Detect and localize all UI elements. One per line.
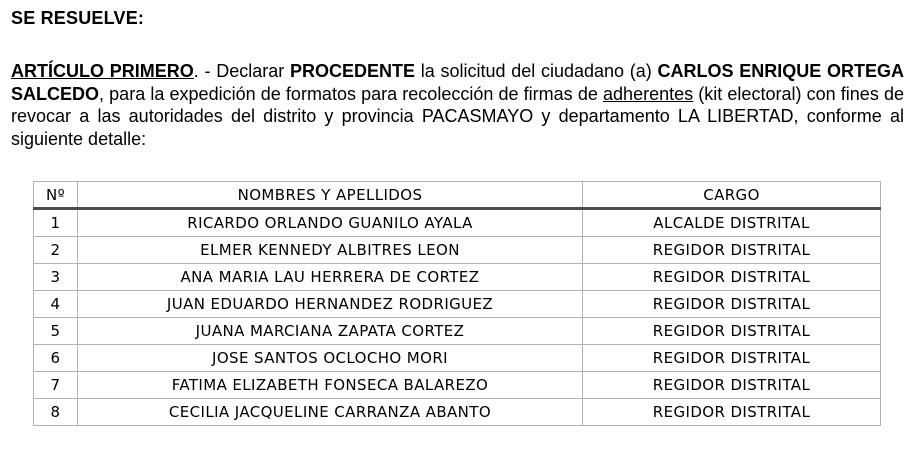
row-cargo: REGIDOR DISTRITAL: [583, 372, 881, 399]
table-header-row: [34, 182, 881, 209]
table-row: [34, 318, 881, 345]
header-names: NOMBRES Y APELLIDOS: [78, 182, 583, 209]
row-name: RICARDO ORLANDO GUANILO AYALA: [78, 209, 583, 237]
article-label: ARTÍCULO PRIMERO: [11, 61, 194, 81]
row-number: 2: [34, 237, 78, 264]
resolution-verdict: PROCEDENTE: [289, 61, 415, 81]
citizen-name: CARLOS ENRIQUE ORTEGA SALCEDO: [11, 61, 904, 104]
row-cargo: REGIDOR DISTRITAL: [583, 291, 881, 318]
row-name: FATIMA ELIZABETH FONSECA BALAREZO: [78, 372, 583, 399]
row-number: 1: [34, 209, 78, 237]
table-row: [34, 372, 881, 399]
table-row: [34, 264, 881, 291]
article-paragraph: [11, 60, 904, 150]
row-number: 8: [34, 399, 78, 426]
row-name: CECILIA JACQUELINE CARRANZA ABANTO: [78, 399, 583, 426]
article-text-4: (kit electoral) con fines de revocar a las autoridades del distrito y provincia PACASMAYO y departamento LA LIBERTAD, conforme al siguiente detalle:: [11, 83, 904, 149]
header-cargo: CARGO: [583, 182, 881, 209]
row-name: ELMER KENNEDY ALBITRES LEON: [78, 237, 583, 264]
article-text-3: , para la expedición de formatos para recolección de firmas de: [99, 83, 604, 104]
row-cargo: ALCALDE DISTRITAL: [583, 209, 881, 237]
table-row: [34, 237, 881, 264]
table-row: [34, 399, 881, 426]
article-text-2: la solicitud del ciudadano (a): [414, 61, 658, 81]
row-cargo: REGIDOR DISTRITAL: [583, 318, 881, 345]
row-name: JOSE SANTOS OCLOCHO MORI: [78, 345, 583, 372]
header-number: Nº: [34, 182, 78, 209]
row-number: 6: [34, 345, 78, 372]
row-name: ANA MARIA LAU HERRERA DE CORTEZ: [78, 264, 583, 291]
table-row: [34, 345, 881, 372]
section-heading: SE RESUELVE:: [11, 8, 145, 28]
row-name: JUANA MARCIANA ZAPATA CORTEZ: [78, 318, 583, 345]
authorities-table: [33, 181, 881, 426]
row-cargo: REGIDOR DISTRITAL: [583, 345, 881, 372]
row-number: 7: [34, 372, 78, 399]
row-number: 3: [34, 264, 78, 291]
table-row: [34, 209, 881, 237]
row-cargo: REGIDOR DISTRITAL: [583, 399, 881, 426]
adherentes-term: adherentes: [603, 83, 694, 104]
row-cargo: REGIDOR DISTRITAL: [583, 264, 881, 291]
row-cargo: REGIDOR DISTRITAL: [583, 237, 881, 264]
article-text-1: . - Declarar: [193, 61, 290, 81]
row-number: 4: [34, 291, 78, 318]
row-name: JUAN EDUARDO HERNANDEZ RODRIGUEZ: [78, 291, 583, 318]
table-row: [34, 291, 881, 318]
row-number: 5: [34, 318, 78, 345]
